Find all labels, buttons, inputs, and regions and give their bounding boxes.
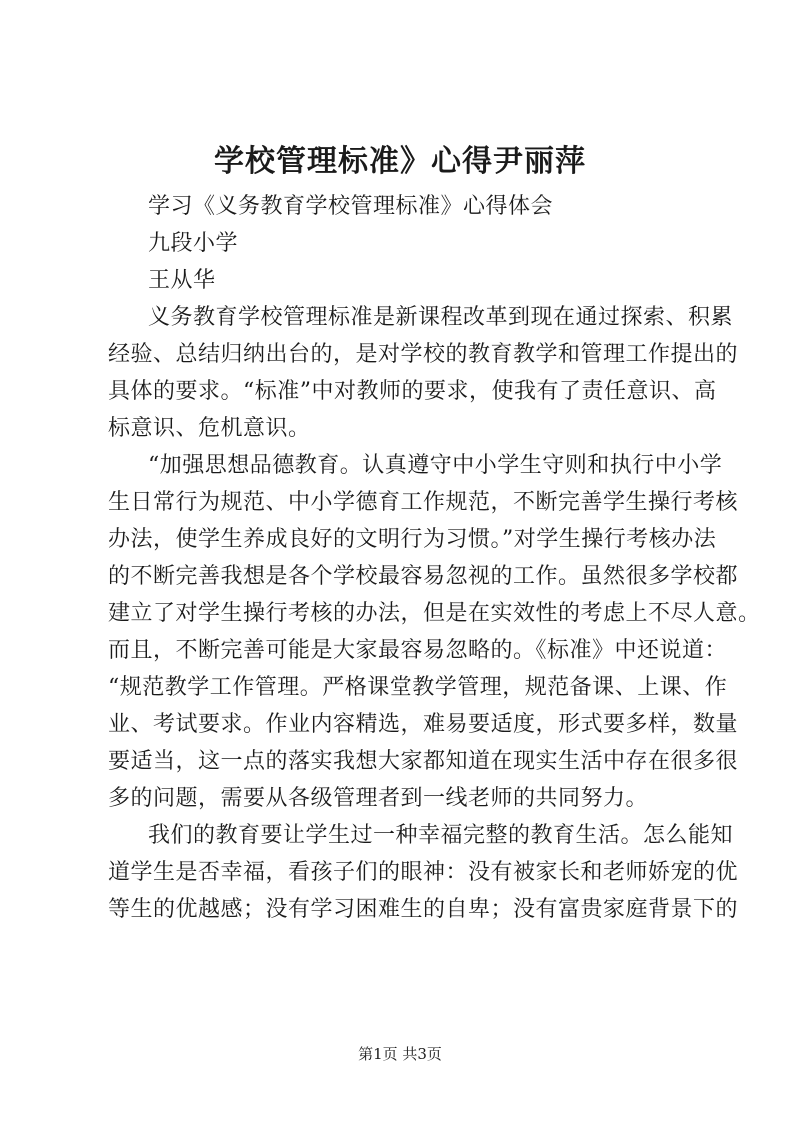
paragraph-line: 具体的要求。“标准”中对教师的要求，使我有了责任意识、高 (108, 379, 717, 404)
paragraph-line: 业、考试要求。作业内容精选，难易要适度，形式要多样，数量 (108, 712, 739, 737)
document-title: 学校管理标准》心得尹丽萍 (214, 144, 586, 179)
paragraph-line: 经验、总结归纳出台的，是对学校的教育教学和管理工作提出的 (108, 342, 739, 367)
document-body (108, 188, 761, 928)
school-line: 九段小学 (148, 231, 239, 256)
paragraph-line: 而且，不断完善可能是大家最容易忽略的。《标准》中还说道： (108, 638, 728, 663)
paragraph-line: 义务教育学校管理标准是新课程改革到现在通过探索、积累 (148, 305, 734, 330)
paragraph-line: 建立了对学生操行考核的办法，但是在实效性的考虑上不尽人意。 (108, 601, 761, 626)
page-number-footer: 第1页 共3页 (358, 1045, 442, 1063)
paragraph-line: 我们的教育要让学生过一种幸福完整的教育生活。怎么能知 (148, 823, 734, 848)
paragraph-line: 生日常行为规范、中小学德育工作规范，不断完善学生操行考核 (108, 490, 739, 515)
paragraph-line: 要适当，这一点的落实我想大家都知道在现实生活中存在很多很 (108, 749, 739, 774)
subtitle-line: 学习《义务教育学校管理标准》心得体会 (148, 194, 554, 219)
paragraph-line: “加强思想品德教育。认真遵守中小学生守则和执行中小学 (148, 453, 723, 478)
paragraph-line: 办法，使学生养成良好的文明行为习惯。”对学生操行考核办法 (108, 527, 717, 552)
paragraph-line: 标意识、危机意识。 (108, 416, 311, 441)
paragraph-line: 道学生是否幸福，看孩子们的眼神：没有被家长和老师娇宠的优 (108, 860, 739, 885)
author-line: 王从华 (148, 268, 216, 293)
paragraph-line: “规范教学工作管理。严格课堂教学管理，规范备课、上课、作 (108, 675, 728, 700)
paragraph-line: 等生的优越感；没有学习困难生的自卑；没有富贵家庭背景下的 (108, 897, 739, 922)
paragraph-line: 多的问题，需要从各级管理者到一线老师的共同努力。 (108, 786, 649, 811)
paragraph-line: 的不断完善我想是各个学校最容易忽视的工作。虽然很多学校都 (108, 564, 739, 589)
